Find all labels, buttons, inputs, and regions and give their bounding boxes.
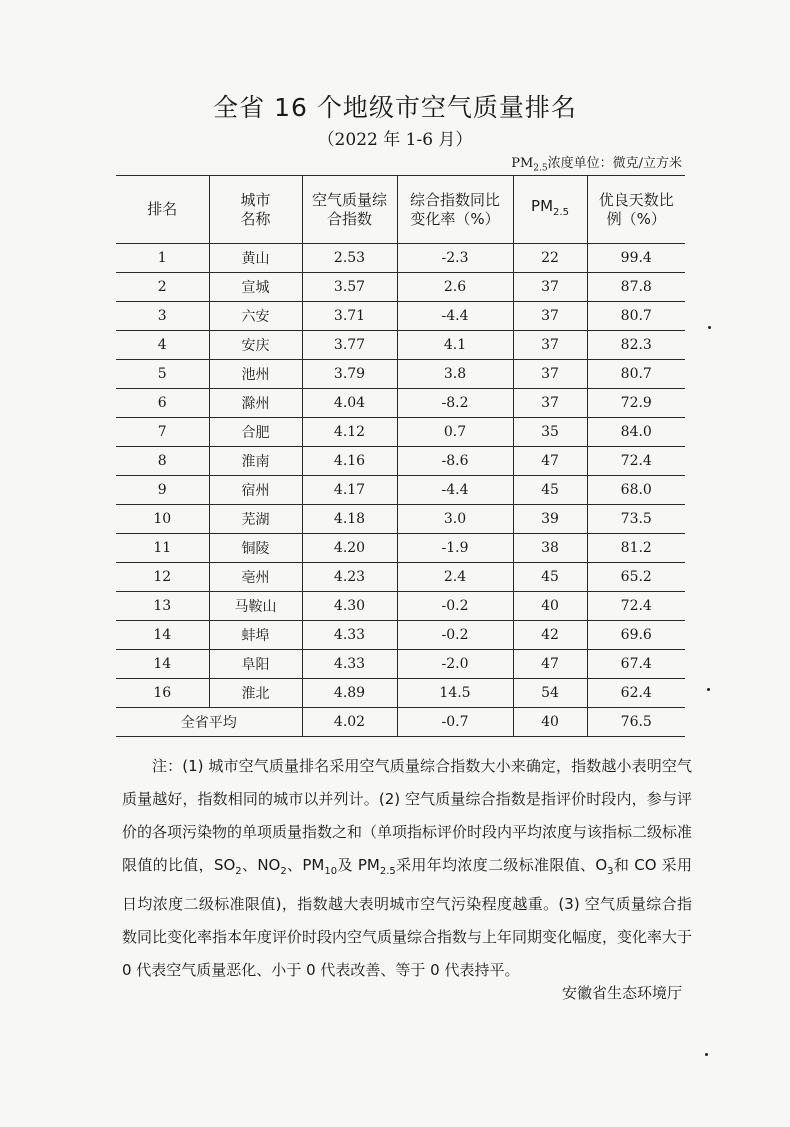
cell-index: 4.12	[302, 418, 397, 447]
cell-index: 4.18	[302, 505, 397, 534]
cell-ratio: 65.2	[587, 563, 685, 592]
cell-rank: 7	[116, 418, 209, 447]
cell-change: 3.0	[397, 505, 513, 534]
cell-index: 4.17	[302, 476, 397, 505]
cell-pm25: 47	[513, 650, 587, 679]
cell-change: 3.8	[397, 360, 513, 389]
unit-note	[511, 152, 682, 174]
cell-ratio: 73.5	[587, 505, 685, 534]
cell-pm25: 37	[513, 360, 587, 389]
table-row	[116, 621, 685, 650]
cell-index: 3.71	[302, 302, 397, 331]
cell-rank: 9	[116, 476, 209, 505]
table-row	[116, 534, 685, 563]
scan-speck	[707, 688, 710, 691]
table-header-row	[116, 176, 685, 244]
cell-index: 3.79	[302, 360, 397, 389]
cell-index: 3.77	[302, 331, 397, 360]
cell-ratio: 72.4	[587, 592, 685, 621]
cell-pm25: 37	[513, 273, 587, 302]
cell-pm25: 37	[513, 331, 587, 360]
header-good-days-ratio: 优良天数比 例（%）	[587, 176, 685, 244]
table-row	[116, 360, 685, 389]
cell-city: 宣城	[209, 273, 302, 302]
cell-ratio: 62.4	[587, 679, 685, 708]
cell-city: 芜湖	[209, 505, 302, 534]
cell-ratio: 82.3	[587, 331, 685, 360]
cell-ratio: 72.4	[587, 447, 685, 476]
header-index: 空气质量综 合指数	[302, 176, 397, 244]
header-pm25: $PM_{2.5}$	[513, 176, 587, 244]
table-row	[116, 505, 685, 534]
cell-index: 4.04	[302, 389, 397, 418]
document-subtitle: （2022 年 1-6 月）	[317, 130, 473, 150]
table-row	[116, 273, 685, 302]
cell-rank: 16	[116, 679, 209, 708]
cell-rank: 14	[116, 621, 209, 650]
document-title: 全省 16 个地级市空气质量排名	[213, 93, 577, 122]
cell-city: 铜陵	[209, 534, 302, 563]
cell-city: 淮南	[209, 447, 302, 476]
cell-ratio: 99.4	[587, 244, 685, 273]
cell-index: 4.33	[302, 621, 397, 650]
cell-index: 4.89	[302, 679, 397, 708]
cell-index: 2.53	[302, 244, 397, 273]
cell-pm25: 40	[513, 592, 587, 621]
cell-change: -0.2	[397, 592, 513, 621]
cell-rank: 11	[116, 534, 209, 563]
table-row	[116, 563, 685, 592]
cell-rank: 12	[116, 563, 209, 592]
cell-pm25: 45	[513, 563, 587, 592]
cell-pm25: 37	[513, 389, 587, 418]
cell-index: 4.30	[302, 592, 397, 621]
cell-city: 合肥	[209, 418, 302, 447]
cell-change: -0.2	[397, 621, 513, 650]
table-row	[116, 302, 685, 331]
cell-rank: 13	[116, 592, 209, 621]
table-body	[116, 244, 685, 708]
notes-paragraph: 注：(1) 城市空气质量排名采用空气质量综合指数大小来确定，指数越小表明空气质量越好，指数相同的城市以并列计。(2) 空气质量综合指数是指评价时段内，参与评价的各项污染物的单项质量指数之和（单项指标评价时段内平均浓度与该指标二级标准限值的比值，$SO_2$、$NO_2$、$PM_{10}$及 $PM_{2.5}$采用年均浓度二级标准限值、$O_3$和 CO 采用日均浓度二级标准限值)，指数越大表明城市空气污染程度越重。(3) 空气质量综合指数同比变化率指本年度评价时段内空气质量综合指数与上年同期变化幅度，变化率大于 0 代表空气质量恶化、小于 0 代表改善、等于 0 代表持平。	[122, 757, 693, 979]
cell-ratio: 67.4	[587, 650, 685, 679]
cell-change: -4.4	[397, 476, 513, 505]
cell-index: 3.57	[302, 273, 397, 302]
header-rank: 排名	[116, 176, 209, 244]
cell-pm25: 35	[513, 418, 587, 447]
cell-city: 宿州	[209, 476, 302, 505]
cell-city: 安庆	[209, 331, 302, 360]
notes	[122, 750, 692, 987]
cell-ratio: 68.0	[587, 476, 685, 505]
average-index: 4.02	[302, 708, 397, 737]
cell-ratio: 84.0	[587, 418, 685, 447]
cell-change: 4.1	[397, 331, 513, 360]
cell-city: 阜阳	[209, 650, 302, 679]
cell-change: -8.6	[397, 447, 513, 476]
cell-rank: 4	[116, 331, 209, 360]
cell-change: -8.2	[397, 389, 513, 418]
cell-city: 淮北	[209, 679, 302, 708]
unit-pm-subscript: 2.5	[533, 163, 548, 174]
cell-rank: 2	[116, 273, 209, 302]
cell-change: 0.7	[397, 418, 513, 447]
scan-speck	[708, 326, 711, 329]
cell-pm25: 54	[513, 679, 587, 708]
cell-city: 蚌埠	[209, 621, 302, 650]
average-pm25: 40	[513, 708, 587, 737]
table-row	[116, 389, 685, 418]
cell-change: 2.6	[397, 273, 513, 302]
cell-rank: 1	[116, 244, 209, 273]
cell-city: 马鞍山	[209, 592, 302, 621]
average-change: -0.7	[397, 708, 513, 737]
average-row	[116, 708, 685, 737]
cell-index: 4.23	[302, 563, 397, 592]
cell-rank: 5	[116, 360, 209, 389]
ranking-table	[116, 175, 685, 737]
signature: 安徽省生态环境厅	[561, 984, 682, 1002]
table-row	[116, 679, 685, 708]
cell-ratio: 80.7	[587, 302, 685, 331]
cell-change: -2.3	[397, 244, 513, 273]
cell-city: 六安	[209, 302, 302, 331]
unit-text: 浓度单位：微克/立方米	[547, 156, 682, 171]
cell-pm25: 38	[513, 534, 587, 563]
unit-pm-label: PM	[511, 156, 534, 171]
average-label: 全省平均	[116, 708, 302, 737]
cell-pm25: 37	[513, 302, 587, 331]
table-row	[116, 244, 685, 273]
cell-city: 池州	[209, 360, 302, 389]
cell-ratio: 72.9	[587, 389, 685, 418]
header-city: 城市 名称	[209, 176, 302, 244]
cell-city: 亳州	[209, 563, 302, 592]
cell-index: 4.20	[302, 534, 397, 563]
cell-city: 黄山	[209, 244, 302, 273]
cell-change: 2.4	[397, 563, 513, 592]
scan-speck	[705, 1053, 708, 1056]
cell-ratio: 87.8	[587, 273, 685, 302]
table-row	[116, 592, 685, 621]
cell-rank: 3	[116, 302, 209, 331]
cell-rank: 8	[116, 447, 209, 476]
cell-ratio: 80.7	[587, 360, 685, 389]
cell-pm25: 47	[513, 447, 587, 476]
cell-ratio: 69.6	[587, 621, 685, 650]
cell-city: 滁州	[209, 389, 302, 418]
table-row	[116, 331, 685, 360]
header-change: 综合指数同比 变化率（%）	[397, 176, 513, 244]
cell-pm25: 42	[513, 621, 587, 650]
average-ratio: 76.5	[587, 708, 685, 737]
cell-change: 14.5	[397, 679, 513, 708]
cell-change: -2.0	[397, 650, 513, 679]
table-row	[116, 418, 685, 447]
table-row	[116, 476, 685, 505]
cell-pm25: 45	[513, 476, 587, 505]
cell-rank: 10	[116, 505, 209, 534]
cell-index: 4.33	[302, 650, 397, 679]
table-row	[116, 650, 685, 679]
cell-pm25: 39	[513, 505, 587, 534]
cell-ratio: 81.2	[587, 534, 685, 563]
cell-change: -4.4	[397, 302, 513, 331]
cell-rank: 14	[116, 650, 209, 679]
cell-pm25: 22	[513, 244, 587, 273]
cell-index: 4.16	[302, 447, 397, 476]
cell-rank: 6	[116, 389, 209, 418]
cell-change: -1.9	[397, 534, 513, 563]
table-row	[116, 447, 685, 476]
